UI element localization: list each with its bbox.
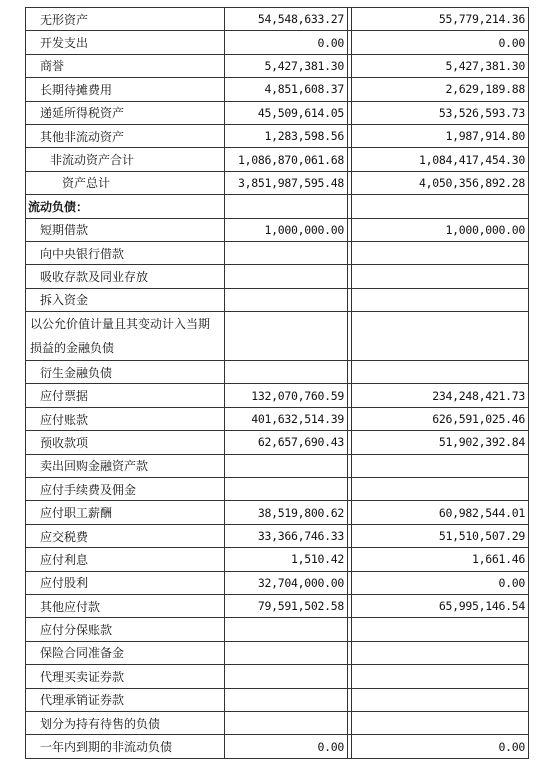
opening-balance-cell: 626,591,025.46: [352, 407, 529, 430]
closing-balance-cell: 1,000,000.00: [225, 218, 348, 241]
table-row: [26, 641, 529, 664]
closing-balance-cell: 1,086,870,061.68: [225, 148, 348, 171]
closing-balance-cell: 38,519,800.62: [225, 501, 348, 524]
row-label: 商誉: [26, 54, 225, 77]
row-label: 应付职工薪酬: [26, 501, 225, 524]
opening-balance-cell: 51,510,507.29: [352, 524, 529, 547]
row-label: 衍生金融负债: [26, 361, 225, 384]
opening-balance-cell: 53,526,593.73: [352, 101, 529, 124]
row-label: 应付分保账款: [26, 618, 225, 641]
table-row: [26, 594, 529, 617]
row-label: 长期待摊费用: [26, 78, 225, 101]
closing-balance-cell: [225, 618, 348, 641]
closing-balance-cell: 32,704,000.00: [225, 571, 348, 594]
opening-balance-cell: 2,629,189.88: [352, 78, 529, 101]
table-row: [26, 431, 529, 454]
row-label: 应付票据: [26, 384, 225, 407]
row-label: 应付账款: [26, 407, 225, 430]
table-row: [26, 688, 529, 711]
opening-balance-cell: 1,084,417,454.30: [352, 148, 529, 171]
opening-balance-cell: [352, 312, 529, 361]
table-row: [26, 241, 529, 264]
opening-balance-cell: 0.00: [352, 735, 529, 758]
row-label: 开发支出: [26, 31, 225, 54]
closing-balance-cell: 54,548,633.27: [225, 8, 348, 31]
closing-balance-cell: [225, 711, 348, 734]
opening-balance-cell: 1,987,914.80: [352, 124, 529, 147]
opening-balance-cell: [352, 688, 529, 711]
closing-balance-cell: 79,591,502.58: [225, 594, 348, 617]
row-label: 其他应付款: [26, 594, 225, 617]
table-row: [26, 54, 529, 77]
table-row: [26, 288, 529, 311]
row-label: 保险合同准备金: [26, 641, 225, 664]
opening-balance-cell: [352, 618, 529, 641]
row-label: 以公允价值计量且其变动计入当期损益的金融负债: [26, 312, 225, 361]
row-label: 资产总计: [26, 171, 225, 194]
row-label: 应付利息: [26, 548, 225, 571]
opening-balance-cell: 1,661.46: [352, 548, 529, 571]
opening-balance-cell: [352, 288, 529, 311]
closing-balance-cell: [225, 265, 348, 288]
table-row: [26, 148, 529, 171]
closing-balance-cell: 45,509,614.05: [225, 101, 348, 124]
row-label: 划分为持有待售的负债: [26, 711, 225, 734]
closing-balance-cell: 0.00: [225, 31, 348, 54]
row-label: 应交税费: [26, 524, 225, 547]
row-label: 其他非流动资产: [26, 124, 225, 147]
table-row: [26, 454, 529, 477]
closing-balance-cell: [225, 478, 348, 501]
table-row: [26, 78, 529, 101]
opening-balance-cell: [352, 641, 529, 664]
closing-balance-cell: 132,070,760.59: [225, 384, 348, 407]
row-label: 无形资产: [26, 8, 225, 31]
closing-balance-cell: 0.00: [225, 735, 348, 758]
row-label: 递延所得税资产: [26, 101, 225, 124]
row-label: 代理买卖证券款: [26, 665, 225, 688]
table-row: [26, 101, 529, 124]
table-row: [26, 571, 529, 594]
opening-balance-cell: 55,779,214.36: [352, 8, 529, 31]
opening-balance-cell: [352, 665, 529, 688]
closing-balance-cell: [225, 454, 348, 477]
opening-balance-cell: [352, 711, 529, 734]
table-row: [26, 195, 529, 218]
closing-balance-cell: [225, 195, 348, 218]
opening-balance-cell: 0.00: [352, 571, 529, 594]
closing-balance-cell: 62,657,690.43: [225, 431, 348, 454]
opening-balance-cell: [352, 195, 529, 218]
table-body: [26, 8, 529, 759]
table-row: [26, 171, 529, 194]
row-label: 预收款项: [26, 431, 225, 454]
opening-balance-cell: 234,248,421.73: [352, 384, 529, 407]
closing-balance-cell: [225, 688, 348, 711]
table-row: [26, 524, 529, 547]
closing-balance-cell: 3,851,987,595.48: [225, 171, 348, 194]
opening-balance-cell: 65,995,146.54: [352, 594, 529, 617]
closing-balance-cell: [225, 665, 348, 688]
table-row: [26, 361, 529, 384]
table-row: [26, 711, 529, 734]
opening-balance-cell: 60,982,544.01: [352, 501, 529, 524]
opening-balance-cell: 4,050,356,892.28: [352, 171, 529, 194]
opening-balance-cell: [352, 241, 529, 264]
row-label: 非流动资产合计: [26, 148, 225, 171]
closing-balance-cell: [225, 361, 348, 384]
opening-balance-cell: [352, 454, 529, 477]
opening-balance-cell: [352, 478, 529, 501]
table-row: [26, 478, 529, 501]
closing-balance-cell: [225, 241, 348, 264]
table-row: [26, 8, 529, 31]
balance-sheet-table: [25, 7, 529, 759]
closing-balance-cell: 4,851,608.37: [225, 78, 348, 101]
table-row: [26, 548, 529, 571]
closing-balance-cell: [225, 641, 348, 664]
closing-balance-cell: 1,283,598.56: [225, 124, 348, 147]
row-label: 吸收存款及同业存放: [26, 265, 225, 288]
row-label: 拆入资金: [26, 288, 225, 311]
row-label: 短期借款: [26, 218, 225, 241]
table-row: [26, 618, 529, 641]
table-row: [26, 501, 529, 524]
table-row: [26, 407, 529, 430]
table-row: [26, 384, 529, 407]
row-label: 代理承销证券款: [26, 688, 225, 711]
table-row: [26, 124, 529, 147]
closing-balance-cell: 1,510.42: [225, 548, 348, 571]
table-row: [26, 218, 529, 241]
row-label: 流动负债：: [26, 195, 225, 218]
closing-balance-cell: [225, 312, 348, 361]
balance-sheet: [25, 7, 529, 759]
table-row: [26, 665, 529, 688]
row-label: 一年内到期的非流动负债: [26, 735, 225, 758]
closing-balance-cell: 5,427,381.30: [225, 54, 348, 77]
closing-balance-cell: [225, 288, 348, 311]
row-label: 应付股利: [26, 571, 225, 594]
closing-balance-cell: 401,632,514.39: [225, 407, 348, 430]
opening-balance-cell: [352, 265, 529, 288]
table-row: [26, 265, 529, 288]
row-label: 应付手续费及佣金: [26, 478, 225, 501]
row-label: 向中央银行借款: [26, 241, 225, 264]
opening-balance-cell: 5,427,381.30: [352, 54, 529, 77]
opening-balance-cell: [352, 361, 529, 384]
table-row: [26, 31, 529, 54]
opening-balance-cell: 0.00: [352, 31, 529, 54]
opening-balance-cell: 1,000,000.00: [352, 218, 529, 241]
opening-balance-cell: 51,902,392.84: [352, 431, 529, 454]
table-row: [26, 312, 529, 361]
table-row: [26, 735, 529, 758]
closing-balance-cell: 33,366,746.33: [225, 524, 348, 547]
row-label: 卖出回购金融资产款: [26, 454, 225, 477]
